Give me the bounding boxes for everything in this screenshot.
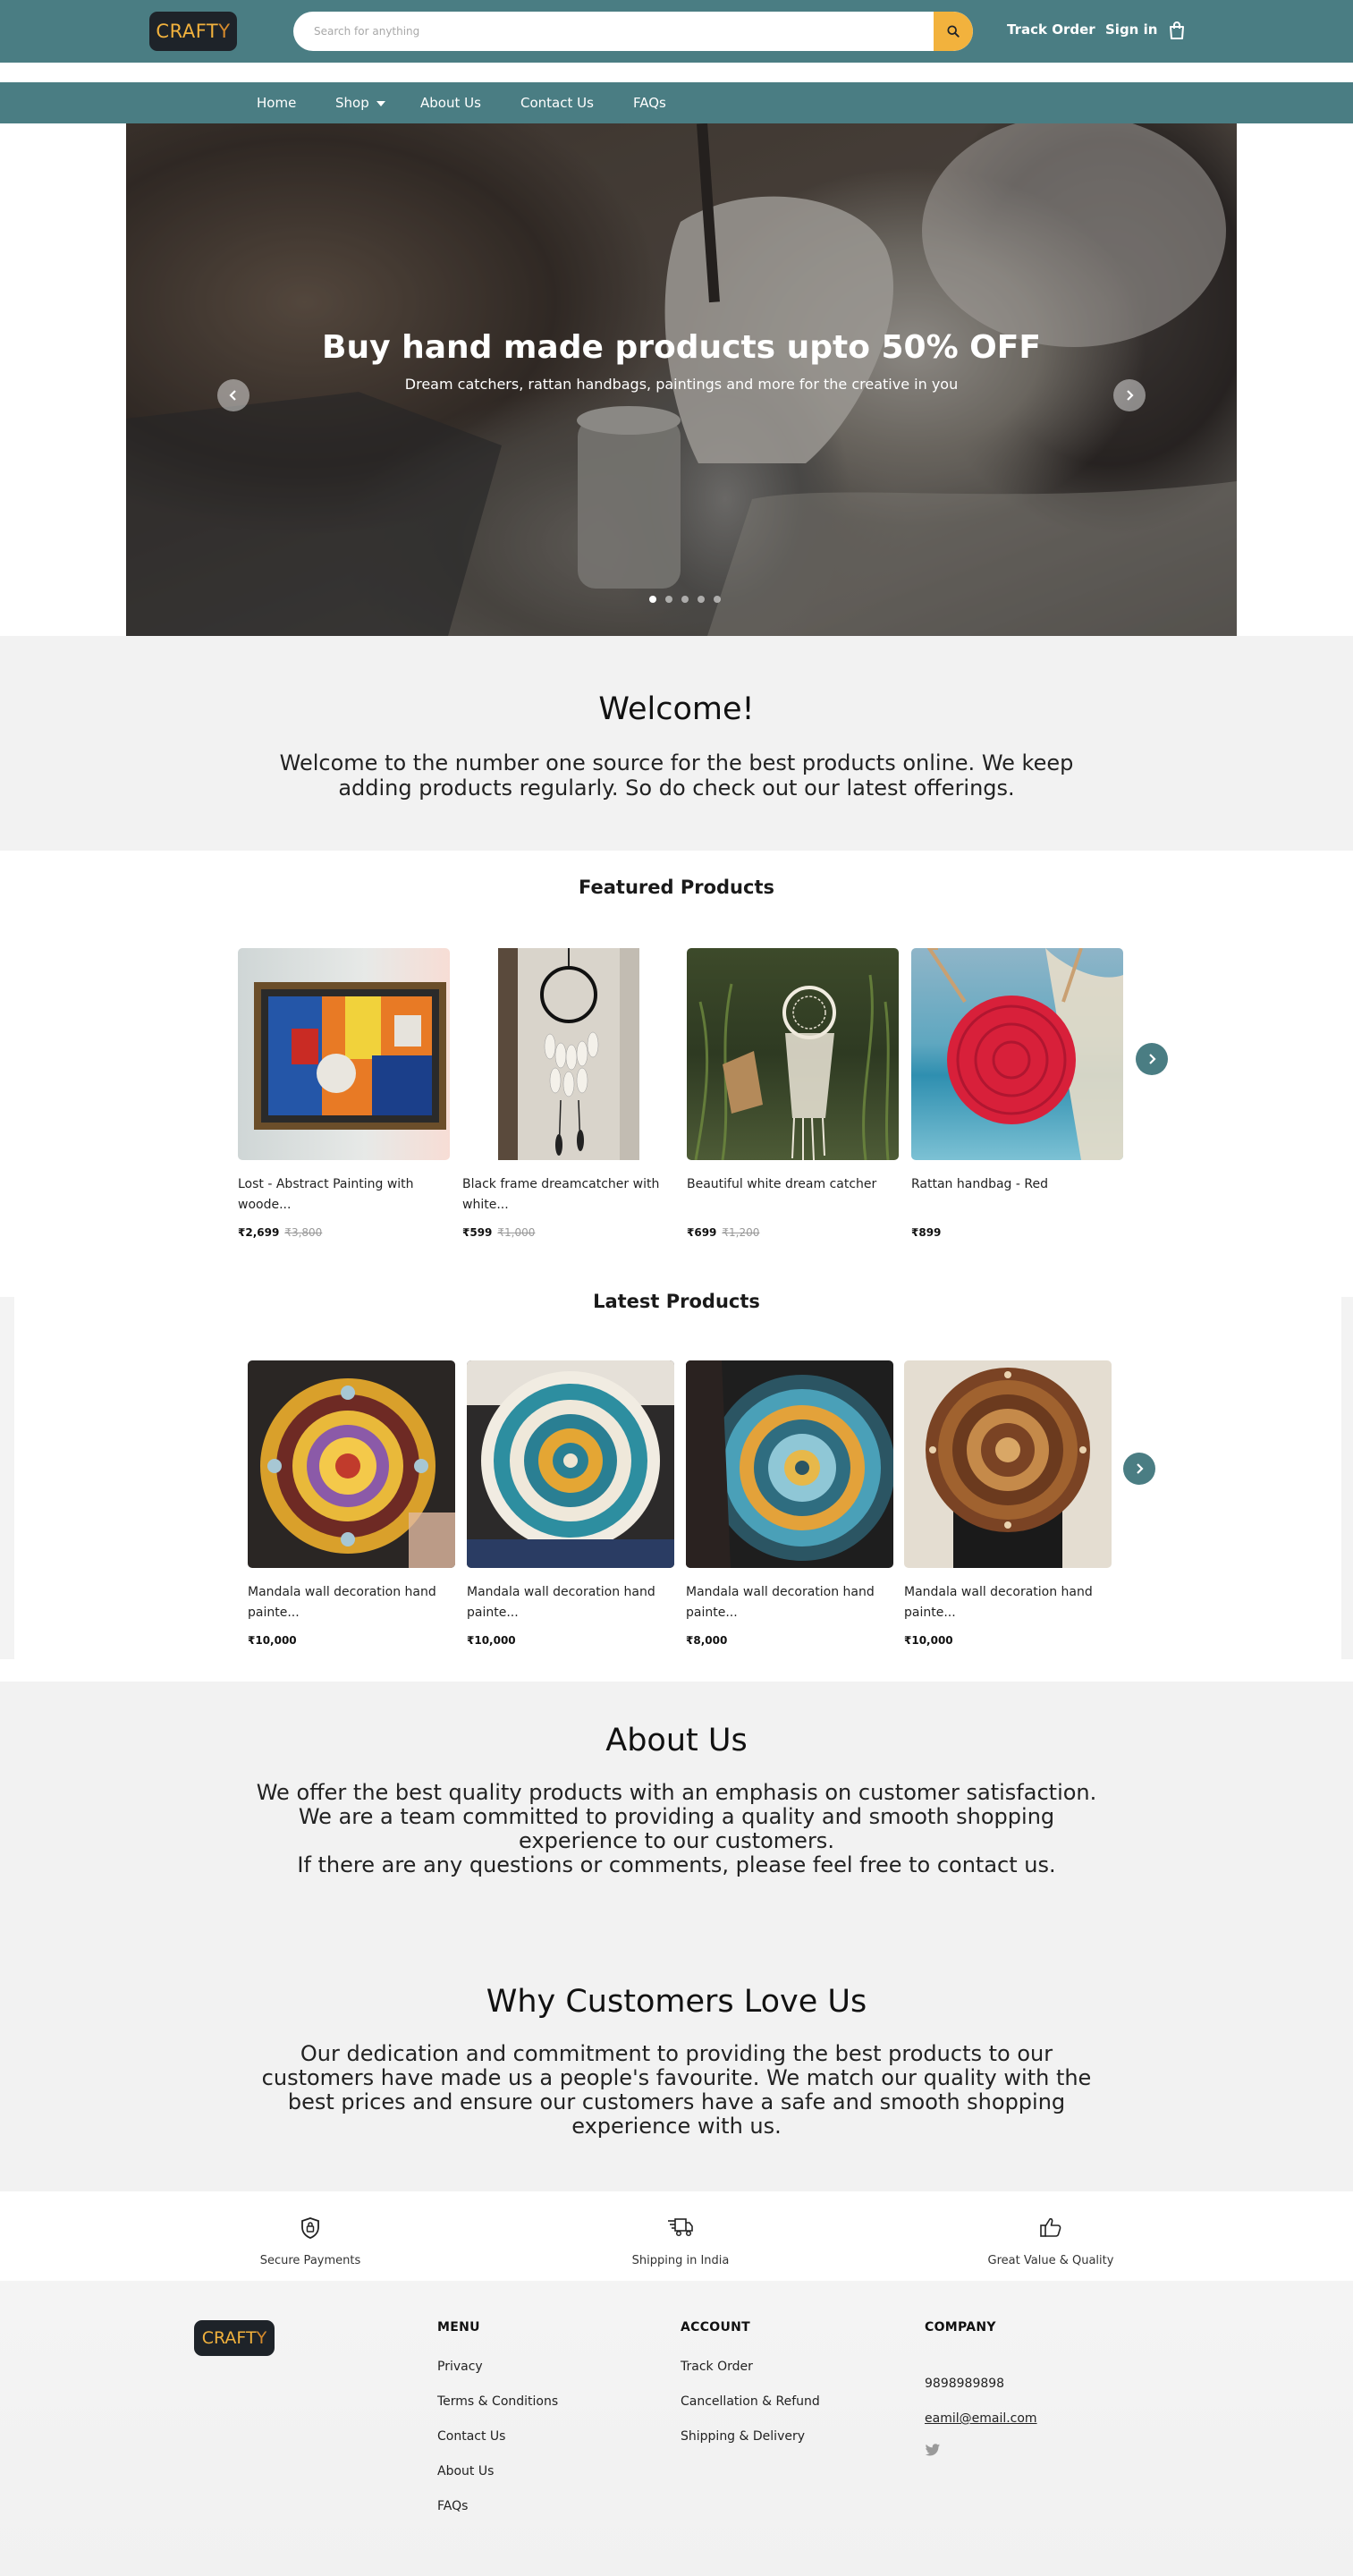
featured-title: Featured Products	[579, 877, 774, 898]
product-price-row	[467, 1634, 674, 1647]
product-card[interactable]	[686, 1360, 893, 1647]
product-image[interactable]	[248, 1360, 455, 1568]
footer-menu-title: MENU	[437, 2320, 480, 2334]
nav-about-us[interactable]: About Us	[420, 95, 481, 111]
product-card[interactable]	[467, 1360, 674, 1647]
thumbs-up-icon	[1039, 2216, 1062, 2238]
product-price: ₹2,699	[238, 1226, 280, 1239]
hero-title: Buy hand made products upto 50% OFF	[322, 329, 1041, 366]
painting-image	[238, 948, 450, 1160]
dreamcatcher-image	[462, 948, 674, 1160]
product-card[interactable]	[238, 948, 450, 1239]
footer-company-title: COMPANY	[925, 2320, 996, 2334]
product-price: ₹8,000	[686, 1634, 728, 1647]
latest-section-edge	[0, 1297, 14, 1659]
product-price: ₹599	[462, 1226, 493, 1239]
mandala-image	[904, 1360, 1112, 1568]
featured-next-button[interactable]	[1136, 1043, 1168, 1075]
why-title: Why Customers Love Us	[486, 1984, 867, 2020]
product-image[interactable]	[687, 948, 899, 1160]
product-old-price: ₹1,200	[722, 1226, 760, 1239]
product-price: ₹699	[687, 1226, 717, 1239]
product-name[interactable]: Mandala wall decoration hand painte...	[467, 1585, 655, 1620]
footer-account-column	[681, 2320, 820, 2444]
carousel-dot[interactable]	[649, 596, 656, 603]
dream-catcher-image	[687, 948, 899, 1160]
delivery-truck-icon	[667, 2216, 694, 2238]
product-price: ₹10,000	[904, 1634, 953, 1647]
product-price-row	[248, 1634, 455, 1647]
product-image[interactable]	[238, 948, 450, 1160]
product-name[interactable]: Mandala wall decoration hand painte...	[904, 1585, 1093, 1620]
footer-account-title: ACCOUNT	[681, 2320, 751, 2334]
product-name[interactable]: Mandala wall decoration hand painte...	[248, 1585, 436, 1620]
site-footer	[0, 2281, 1353, 2576]
product-price-row	[238, 1226, 450, 1239]
product-name[interactable]: Black frame dreamcatcher with white...	[462, 1177, 660, 1212]
search-button[interactable]	[934, 12, 973, 51]
hero-subtitle: Dream catchers, rattan handbags, paintings and more for the creative in you	[404, 376, 959, 393]
nav-home[interactable]: Home	[257, 95, 297, 111]
footer-link-contact[interactable]: Contact Us	[437, 2429, 506, 2444]
product-image[interactable]	[467, 1360, 674, 1568]
welcome-title: Welcome!	[598, 691, 755, 727]
footer-company-column	[925, 2320, 1037, 2457]
logo-text-last: Y	[256, 2328, 267, 2348]
search-bar	[293, 12, 973, 51]
footer-logo[interactable]	[194, 2320, 275, 2356]
footer-link-faqs[interactable]: FAQs	[437, 2499, 469, 2513]
carousel-dot[interactable]	[681, 596, 689, 603]
hero-next-button[interactable]	[1113, 379, 1146, 411]
top-header	[0, 0, 1353, 63]
product-card[interactable]	[911, 948, 1123, 1239]
footer-menu-column	[437, 2320, 558, 2513]
feature-shipping	[573, 2216, 788, 2267]
search-input[interactable]	[293, 12, 933, 51]
hero-prev-button[interactable]	[217, 379, 249, 411]
mandala-image	[467, 1360, 674, 1568]
welcome-section	[0, 636, 1353, 851]
product-price: ₹10,000	[467, 1634, 516, 1647]
sign-in-link[interactable]: Sign in	[1105, 21, 1158, 38]
carousel-dot[interactable]	[714, 596, 721, 603]
product-image[interactable]	[462, 948, 674, 1160]
nav-faqs[interactable]: FAQs	[633, 95, 666, 111]
shield-lock-icon	[300, 2216, 321, 2240]
footer-email[interactable]: eamil@email.com	[925, 2411, 1037, 2426]
footer-link-terms[interactable]: Terms & Conditions	[437, 2394, 559, 2409]
rattan-handbag-image	[911, 948, 1123, 1160]
product-image[interactable]	[904, 1360, 1112, 1568]
about-text-line: experience to our customers.	[519, 1828, 834, 1853]
logo-text: CRAFT	[201, 2328, 257, 2348]
product-price: ₹10,000	[248, 1634, 297, 1647]
carousel-dots	[649, 596, 721, 603]
latest-title: Latest Products	[593, 1291, 760, 1312]
product-old-price: ₹3,800	[284, 1226, 323, 1239]
product-price: ₹899	[911, 1226, 942, 1239]
logo-text-last: Y	[218, 21, 231, 42]
shopping-bag-icon[interactable]	[1168, 21, 1186, 40]
chevron-right-icon	[1134, 1462, 1145, 1475]
product-name[interactable]: Lost - Abstract Painting with woode...	[238, 1177, 414, 1212]
footer-phone: 9898989898	[925, 2377, 1005, 2391]
product-image[interactable]	[911, 948, 1123, 1160]
feature-secure-payments	[203, 2216, 418, 2267]
product-old-price: ₹1,000	[497, 1226, 536, 1239]
track-order-link[interactable]: Track Order	[1007, 21, 1095, 38]
feature-label: Secure Payments	[259, 2254, 361, 2267]
about-section	[0, 1682, 1353, 2191]
footer-link-cancellation[interactable]: Cancellation & Refund	[681, 2394, 820, 2409]
latest-section-edge	[1341, 1297, 1353, 1659]
hero-carousel	[126, 123, 1237, 636]
product-name[interactable]: Beautiful white dream catcher	[687, 1177, 877, 1191]
search-icon	[947, 25, 960, 38]
product-image[interactable]	[686, 1360, 893, 1568]
chevron-right-icon	[1124, 389, 1135, 402]
header-strip	[0, 70, 1353, 79]
about-text-line: We offer the best quality products with an emphasis on customer satisfaction.	[256, 1780, 1097, 1805]
latest-next-button[interactable]	[1123, 1453, 1155, 1485]
product-price-row	[462, 1226, 674, 1239]
why-text: Our dedication and commitment to providing the best products to our customers have made us a people's favourite. We match our quality with the best prices and ensure our customers have a safe and smooth shopping experience with us.	[261, 2041, 1092, 2139]
footer-link-shipping[interactable]: Shipping & Delivery	[681, 2429, 806, 2444]
carousel-dot[interactable]	[698, 596, 705, 603]
nav-contact-us[interactable]: Contact Us	[520, 95, 594, 111]
product-name[interactable]: Rattan handbag - Red	[911, 1177, 1048, 1191]
feature-label: Shipping in India	[631, 2254, 730, 2267]
chevron-right-icon	[1146, 1053, 1157, 1065]
product-price-row	[911, 1226, 1123, 1239]
product-card[interactable]	[248, 1360, 455, 1647]
chevron-left-icon	[228, 389, 239, 402]
product-card[interactable]	[462, 948, 674, 1239]
product-card[interactable]	[904, 1360, 1112, 1647]
about-text-line: We are a team committed to providing a quality and smooth shopping	[298, 1804, 1055, 1829]
product-price-row	[904, 1634, 1112, 1647]
footer-link-about[interactable]: About Us	[437, 2464, 495, 2479]
mandala-image	[248, 1360, 455, 1568]
welcome-text: Welcome to the number one source for the best products online. We keep adding products regularly. So do check out our latest offerings.	[279, 750, 1074, 801]
footer-link-privacy[interactable]: Privacy	[437, 2360, 483, 2374]
mandala-image	[686, 1360, 893, 1568]
nav-shop[interactable]	[335, 95, 385, 111]
site-logo[interactable]	[149, 12, 237, 51]
twitter-icon[interactable]	[925, 2444, 941, 2457]
logo-text: CRAFT	[156, 21, 219, 42]
product-name[interactable]: Mandala wall decoration hand painte...	[686, 1585, 875, 1620]
caret-down-icon	[376, 101, 385, 106]
about-title: About Us	[605, 1723, 748, 1758]
product-card[interactable]	[687, 948, 899, 1239]
footer-link-track-order[interactable]: Track Order	[681, 2360, 753, 2374]
features-strip	[0, 2191, 1353, 2281]
nav-shop-label: Shop	[335, 95, 369, 111]
carousel-dot[interactable]	[665, 596, 672, 603]
feature-label: Great Value & Quality	[987, 2254, 1114, 2267]
feature-quality	[943, 2216, 1158, 2267]
main-nav	[0, 82, 1353, 123]
product-price-row	[686, 1634, 893, 1647]
about-text-line: If there are any questions or comments, please feel free to contact us.	[297, 1852, 1056, 1877]
product-price-row	[687, 1226, 899, 1239]
